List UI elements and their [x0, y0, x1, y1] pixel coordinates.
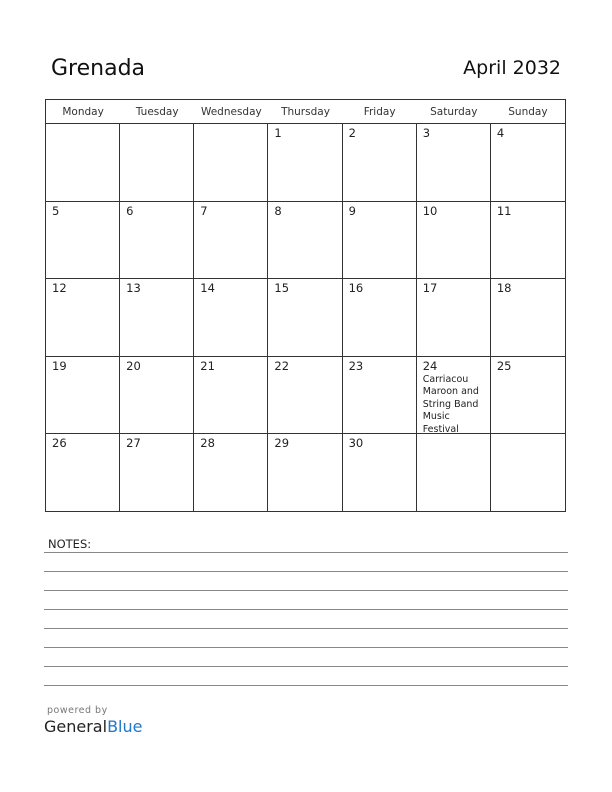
notes-line [44, 666, 568, 667]
day-cell [343, 434, 417, 512]
day-cell [268, 202, 342, 280]
day-cell [46, 357, 120, 435]
day-number: 20 [126, 358, 141, 373]
day-number: 23 [348, 358, 364, 373]
day-number: 11 [496, 203, 512, 218]
day-number: 1 [274, 126, 282, 140]
day-number: 18 [496, 281, 512, 296]
weekday-header-thursday: Thursday [281, 106, 330, 118]
weekday-header-friday: Friday [363, 106, 396, 118]
day-number: 2 [348, 126, 356, 140]
day-cell [120, 279, 194, 357]
day-cell [194, 357, 268, 435]
day-number: 29 [274, 436, 290, 451]
weekday-header-row [46, 100, 565, 124]
weekday-header-sunday: Sunday [508, 106, 548, 118]
day-cell [46, 124, 120, 202]
day-cell [46, 434, 120, 512]
day-cell [120, 202, 194, 280]
day-cell [120, 124, 194, 202]
day-number: 14 [200, 281, 215, 296]
generalblue-logo[interactable] [44, 717, 142, 736]
day-cell [268, 124, 342, 202]
day-cell [491, 357, 565, 435]
day-cell [194, 279, 268, 357]
day-cell [268, 279, 342, 357]
day-cell [491, 124, 565, 202]
day-number: 28 [200, 436, 215, 451]
holiday-event: Carriacou Maroon and String Band Music Festival [422, 373, 479, 435]
day-number: 19 [52, 358, 67, 373]
notes-line [44, 628, 568, 629]
day-number: 13 [126, 281, 141, 296]
day-cell [491, 202, 565, 280]
day-cell [417, 202, 491, 280]
notes-line [44, 552, 568, 553]
day-number: 10 [422, 203, 438, 218]
day-number: 26 [52, 436, 67, 451]
day-cell [120, 434, 194, 512]
powered-by-text: powered by [47, 705, 108, 716]
day-cell [343, 202, 417, 280]
day-cell [120, 357, 194, 435]
day-cell [268, 357, 342, 435]
weekday-header-monday: Monday [62, 106, 104, 118]
day-cell [194, 434, 268, 512]
day-cell [491, 279, 565, 357]
notes-line [44, 647, 568, 648]
day-number: 17 [422, 281, 438, 296]
country-title: Grenada [51, 56, 146, 81]
brand-blue-text: Blue [107, 717, 143, 736]
day-number: 12 [52, 281, 67, 296]
day-cell [417, 434, 491, 512]
notes-line [44, 685, 568, 686]
day-cell [46, 202, 120, 280]
day-number: 4 [496, 126, 505, 140]
notes-line [44, 571, 568, 572]
day-cell [194, 202, 268, 280]
day-cell [491, 434, 565, 512]
brand-general-text: General [44, 717, 108, 736]
day-number: 15 [274, 281, 290, 296]
day-number: 22 [274, 358, 290, 373]
day-number: 9 [348, 203, 356, 218]
day-cell [343, 357, 417, 435]
day-number: 7 [200, 203, 208, 218]
month-year-title: April 2032 [463, 57, 561, 79]
notes-line [44, 609, 568, 610]
weekday-header-tuesday: Tuesday [135, 106, 179, 118]
day-number: 6 [126, 203, 134, 218]
day-cell [417, 279, 491, 357]
notes-label: NOTES: [48, 537, 92, 551]
day-cell [268, 434, 342, 512]
calendar-weeks [46, 124, 565, 512]
day-number: 27 [126, 436, 141, 451]
day-cell [194, 124, 268, 202]
day-number: 8 [274, 203, 282, 218]
notes-line [44, 590, 568, 591]
day-number: 5 [52, 203, 60, 218]
day-cell [417, 124, 491, 202]
day-number: 16 [348, 281, 364, 296]
day-cell [46, 279, 120, 357]
day-cell [417, 357, 491, 435]
day-number: 30 [348, 436, 364, 451]
weekday-header-saturday: Saturday [430, 106, 478, 118]
day-number: 24 [422, 358, 438, 373]
day-cell [343, 279, 417, 357]
weekday-header-wednesday: Wednesday [200, 106, 262, 118]
day-number: 25 [496, 358, 512, 373]
day-number: 21 [200, 358, 215, 373]
day-cell [343, 124, 417, 202]
calendar-grid [45, 99, 566, 512]
day-number: 3 [422, 126, 431, 140]
